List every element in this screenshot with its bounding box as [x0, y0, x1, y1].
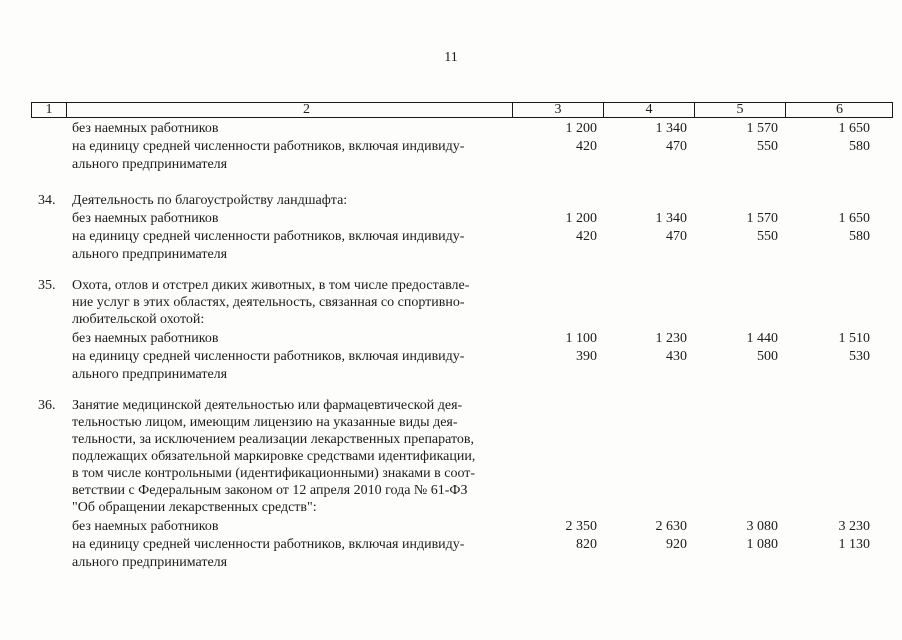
row-label: на единицу средней численности работников, включая индивиду- [72, 229, 465, 244]
value-col-3: 2 350 [565, 519, 597, 534]
title-line: "Об обращении лекарственных средств": [72, 500, 317, 515]
table-header [31, 102, 893, 118]
value-col-6: 530 [849, 349, 870, 364]
row-label: без наемных работников [72, 331, 219, 346]
title-line: тельности, за исключением реализации лекарственных препаратов, [72, 432, 475, 447]
value-col-4: 470 [666, 229, 687, 244]
table-body [0, 120, 902, 590]
header-col-2: 2 [66, 103, 546, 117]
row-label: без наемных работников [72, 519, 219, 534]
value-col-3: 1 200 [565, 121, 597, 136]
value-col-5: 1 080 [746, 537, 778, 552]
value-col-6: 580 [849, 139, 870, 154]
section-number: 36. [38, 398, 56, 413]
row-label: на единицу средней численности работников, включая индивиду- [72, 349, 465, 364]
row-label: ального предпринимателя [72, 247, 228, 262]
header-col-4: 4 [603, 103, 694, 117]
header-col-5: 5 [694, 103, 785, 117]
value-col-5: 3 080 [746, 519, 778, 534]
title-line: тельностью лицом, имеющим лицензию на указанные виды дея- [72, 415, 458, 430]
row-label: без наемных работников [72, 211, 219, 226]
value-col-6: 3 230 [838, 519, 870, 534]
value-col-3: 1 100 [565, 331, 597, 346]
value-col-3: 820 [576, 537, 597, 552]
row-label: ального предпринимателя [72, 555, 228, 570]
section-number: 34. [38, 193, 56, 208]
title-line: в том числе контрольными (идентификационными) знаками в соот- [72, 466, 476, 481]
value-col-5: 500 [757, 349, 778, 364]
title-line: Охота, отлов и отстрел диких животных, в том числе предоставле- [72, 278, 470, 293]
value-col-6: 1 510 [838, 331, 870, 346]
value-col-6: 1 130 [838, 537, 870, 552]
row-label: на единицу средней численности работников, включая индивиду- [72, 139, 465, 154]
row-label: ального предпринимателя [72, 367, 228, 382]
header-col-1: 1 [45, 102, 53, 117]
section-title [72, 192, 502, 209]
value-col-4: 1 340 [655, 211, 687, 226]
section-title [72, 397, 502, 516]
value-col-4: 470 [666, 139, 687, 154]
title-line: Деятельность по благоустройству ландшафта: [72, 193, 348, 208]
title-line: Занятие медицинской деятельностью или фармацевтической дея- [72, 398, 463, 413]
value-col-3: 420 [576, 139, 597, 154]
value-col-4: 920 [666, 537, 687, 552]
row-label: ального предпринимателя [72, 157, 228, 172]
row-label: на единицу средней численности работников, включая индивиду- [72, 537, 465, 552]
section-title [72, 277, 502, 328]
value-col-4: 1 340 [655, 121, 687, 136]
value-col-5: 1 570 [746, 121, 778, 136]
value-col-5: 550 [757, 139, 778, 154]
value-col-4: 430 [666, 349, 687, 364]
value-col-6: 580 [849, 229, 870, 244]
value-col-4: 2 630 [655, 519, 687, 534]
value-col-4: 1 230 [655, 331, 687, 346]
value-col-5: 1 440 [746, 331, 778, 346]
section-number: 35. [38, 278, 56, 293]
header-col-6: 6 [785, 103, 893, 117]
title-line: подлежащих обязательной маркировке средствами идентификации, [72, 449, 476, 464]
title-line: любительской охотой: [72, 312, 205, 327]
title-line: ние услуг в этих областях, деятельность, связанная со спортивно- [72, 295, 465, 310]
value-col-3: 1 200 [565, 211, 597, 226]
row-label: без наемных работников [72, 121, 219, 136]
page-number: 11 [444, 50, 458, 65]
header-col-3: 3 [512, 103, 603, 117]
value-col-5: 1 570 [746, 211, 778, 226]
value-col-3: 420 [576, 229, 597, 244]
title-line: ветствии с Федеральным законом от 12 апреля 2010 года № 61-ФЗ [72, 483, 468, 498]
value-col-3: 390 [576, 349, 597, 364]
value-col-6: 1 650 [838, 211, 870, 226]
value-col-5: 550 [757, 229, 778, 244]
value-col-6: 1 650 [838, 121, 870, 136]
